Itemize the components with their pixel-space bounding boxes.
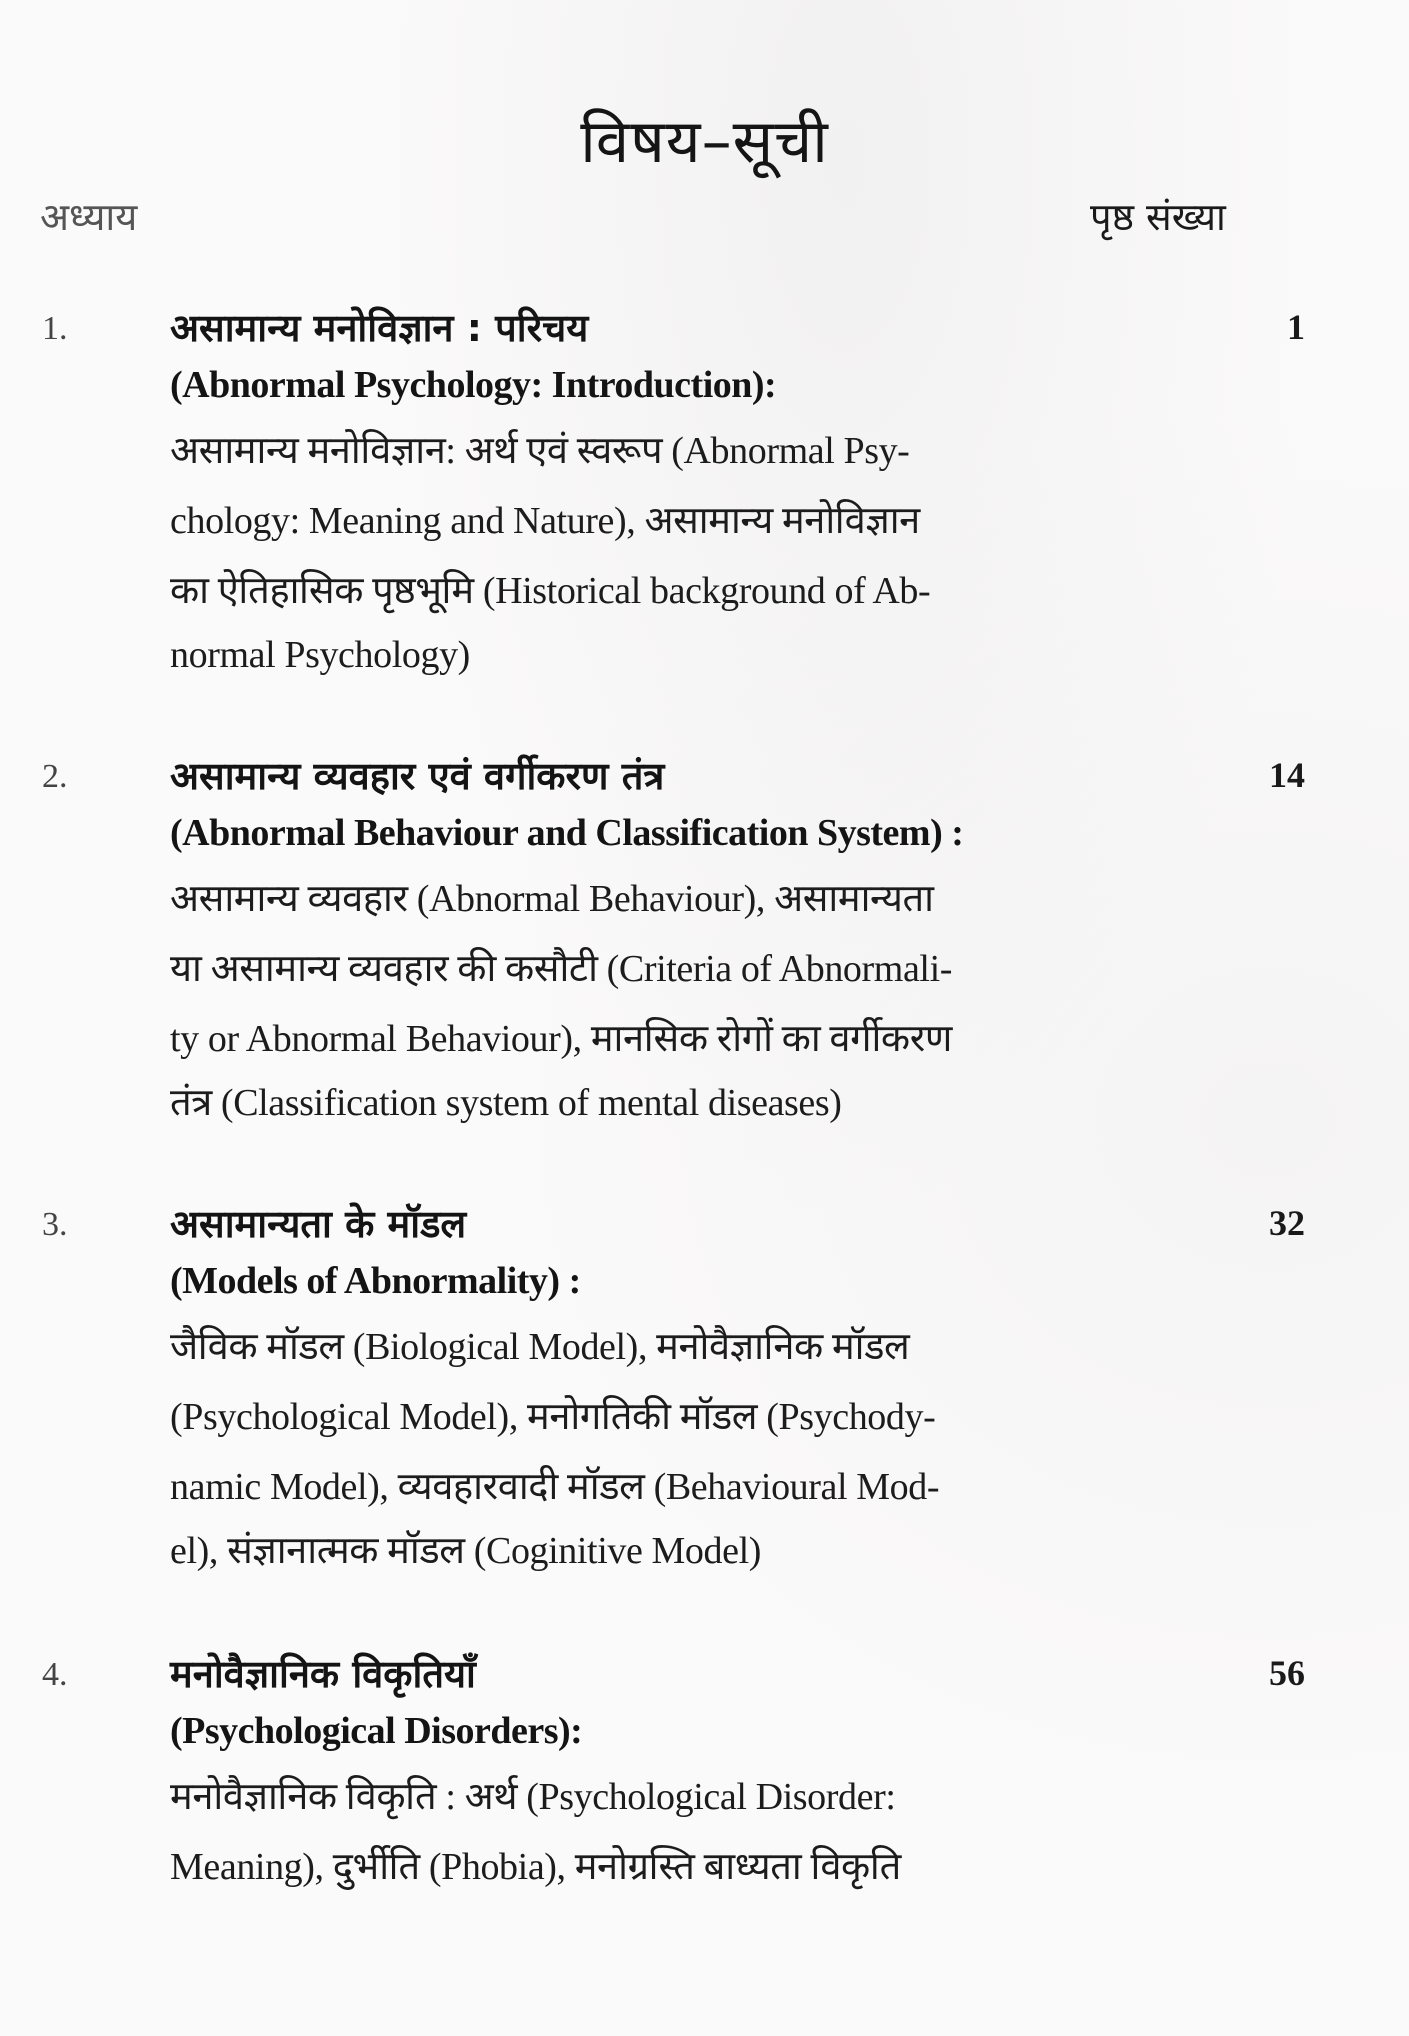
description-line: असामान्य मनोविज्ञान: अर्थ एवं स्वरूप (Abnormal Psy- <box>170 430 910 472</box>
chapter-english-title: (Psychological Disorders): <box>170 1710 583 1752</box>
chapter-description <box>170 416 1130 684</box>
description-line: मनोवैज्ञानिक विकृति : अर्थ (Psychological Disorder: <box>170 1776 896 1818</box>
chapter-hindi-title: मनोवैज्ञानिक विकृतियाँ <box>170 1652 476 1696</box>
column-header-chapter: अध्याय <box>40 195 138 239</box>
chapter-page-number: 32 <box>1269 1203 1305 1243</box>
chapter-number: 3. <box>42 1206 68 1243</box>
description-line: chology: Meaning and Nature), असामान्य मनोविज्ञान <box>170 500 920 542</box>
description-line: (Psychological Model), मनोगतिकी मॉडल (Psychody- <box>170 1396 936 1438</box>
description-line: तंत्र (Classification system of mental diseases) <box>170 1082 842 1124</box>
description-line: ty or Abnormal Behaviour), मानसिक रोगों का वर्गीकरण <box>170 1018 952 1060</box>
chapter-english-title: (Abnormal Behaviour and Classification System) : <box>170 812 964 854</box>
description-line: el), संज्ञानात्मक मॉडल (Coginitive Model) <box>170 1530 762 1572</box>
chapter-number: 2. <box>42 758 68 795</box>
page-title: विषय–सूची <box>580 107 829 177</box>
chapter-page-number: 1 <box>1287 307 1305 347</box>
chapter-english-title: (Abnormal Psychology: Introduction): <box>170 364 777 406</box>
description-line: असामान्य व्यवहार (Abnormal Behaviour), असामान्यता <box>170 878 934 920</box>
chapter-number: 1. <box>42 310 68 347</box>
chapter-body <box>170 300 1130 684</box>
chapter-number: 4. <box>42 1656 68 1693</box>
description-line: normal Psychology) <box>170 634 470 676</box>
chapter-body <box>170 1646 1130 1902</box>
chapter-description <box>170 1762 1130 1902</box>
description-line: Meaning), दुर्भीति (Phobia), मनोग्रस्ति बाध्यता विकृति <box>170 1846 901 1888</box>
chapter-body <box>170 1196 1130 1580</box>
column-header-page-number: पृष्ठ संख्या <box>1090 195 1226 239</box>
chapter-hindi-title: असामान्य मनोविज्ञान : परिचय <box>170 306 589 350</box>
chapter-hindi-title: असामान्य व्यवहार एवं वर्गीकरण तंत्र <box>170 754 665 798</box>
chapter-page-number: 56 <box>1269 1653 1305 1693</box>
description-line: का ऐतिहासिक पृष्ठभूमि (Historical background of Ab- <box>170 570 931 612</box>
chapter-body <box>170 748 1130 1132</box>
chapter-page-number: 14 <box>1269 755 1305 795</box>
chapter-description <box>170 864 1130 1132</box>
description-line: या असामान्य व्यवहार की कसौटी (Criteria of Abnormali- <box>170 948 952 990</box>
chapter-hindi-title: असामान्यता के मॉडल <box>170 1202 467 1246</box>
chapter-description <box>170 1312 1130 1580</box>
chapter-english-title: (Models of Abnormality) : <box>170 1260 581 1302</box>
description-line: जैविक मॉडल (Biological Model), मनोवैज्ञानिक मॉडल <box>170 1326 910 1368</box>
description-line: namic Model), व्यवहारवादी मॉडल (Behavioural Mod- <box>170 1466 940 1508</box>
